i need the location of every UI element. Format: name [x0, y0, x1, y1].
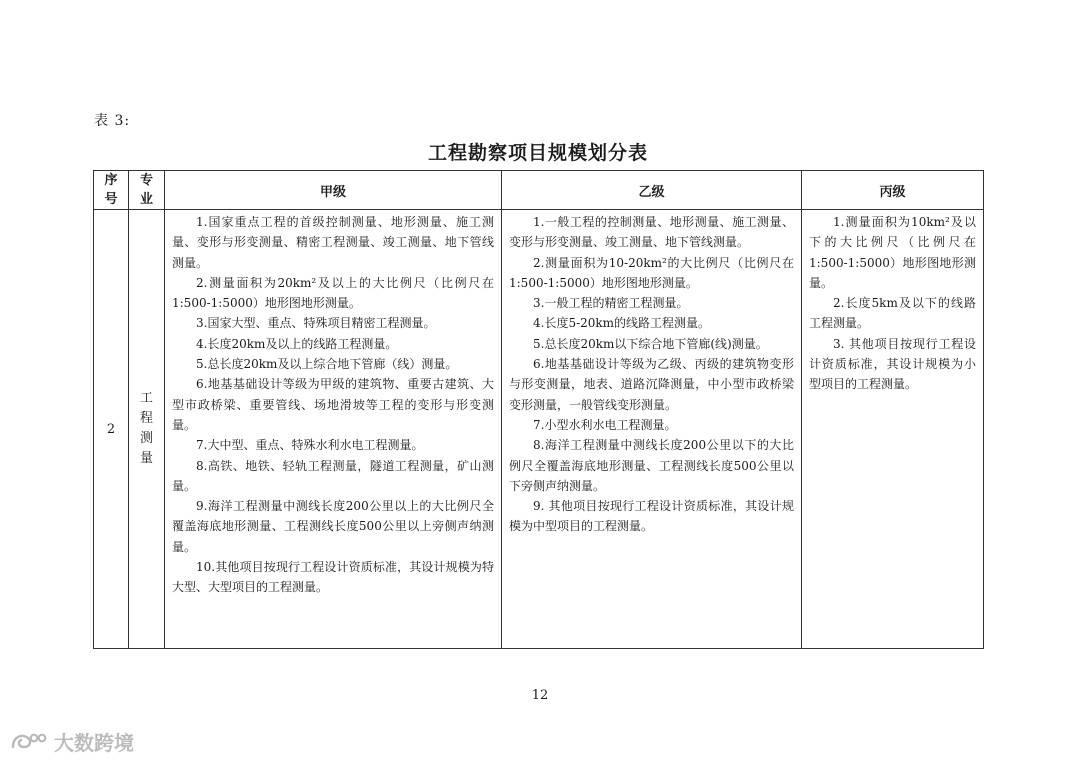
list-item: 8.海洋工程测量中测线长度200公里以下的大比例尺全覆盖海底地形测量、工程测线长度500公里以下旁侧声纳测量。 — [509, 438, 794, 493]
weibo-like-logo-icon — [10, 729, 50, 755]
page-number: 12 — [531, 688, 549, 703]
table-header-row — [94, 171, 984, 210]
grade-b-list — [509, 212, 794, 537]
header-specialty — [129, 171, 165, 210]
header-grade-a: 甲级 — [165, 171, 502, 210]
list-item: 2.测量面积为10-20km²的大比例尺（比例尺在1:500-1:5000）地形图地形测量。 — [509, 255, 794, 290]
grade-b-cell — [502, 210, 802, 649]
list-item: 7.小型水利水电工程测量。 — [533, 417, 677, 432]
list-item: 3.一般工程的精密工程测量。 — [533, 296, 689, 311]
list-item: 3.国家大型、重点、特殊项目精密工程测量。 — [196, 316, 436, 331]
table-row — [94, 210, 984, 649]
row-specialty — [129, 210, 165, 649]
list-item: 1.一般工程的控制测量、地形测量、施工测量、变形与形变测量、竣工测量、地下管线测量。 — [509, 215, 794, 250]
row-specialty-label: 工程测量 — [139, 391, 153, 466]
list-item: 6.地基基础设计等级为甲级的建筑物、重要古建筑、大型市政桥梁、重要管线、场地滑坡等工程的变形与形变测量。 — [172, 377, 494, 432]
list-item: 1.测量面积为10km²及以下的大比例尺（比例尺在1:500-1:5000）地形图地形测量。 — [809, 215, 976, 290]
header-index-label: 序号 — [104, 173, 118, 207]
list-item: 5.总长度20km及以上综合地下管廊（线）测量。 — [196, 357, 458, 372]
grade-c-cell — [802, 210, 984, 649]
list-item: 6.地基基础设计等级为乙级、丙级的建筑物变形与形变测量，地表、道路沉降测量，中小型市政桥梁变形测量，一般管线变形测量。 — [509, 357, 794, 412]
list-item: 7.大中型、重点、特殊水利水电工程测量。 — [196, 438, 424, 453]
list-item: 8.高铁、地铁、轻轨工程测量，隧道工程测量，矿山测量。 — [172, 458, 494, 493]
document-title: 工程勘察项目规模划分表 — [427, 142, 648, 164]
list-item: 1.国家重点工程的首级控制测量、地形测量、施工测量、变形与形变测量、精密工程测量、竣工测量、地下管线测量。 — [172, 215, 494, 270]
header-specialty-label: 专业 — [139, 173, 153, 207]
table-label: 表 3: — [94, 113, 131, 129]
row-index: 2 — [94, 210, 129, 649]
header-grade-b: 乙级 — [502, 171, 802, 210]
watermark — [10, 727, 134, 756]
project-scale-table — [93, 170, 984, 649]
list-item: 2.测量面积为20km²及以上的大比例尺（比例尺在1:500-1:5000）地形图地形测量。 — [172, 275, 494, 311]
header-index — [94, 171, 129, 210]
grade-c-list — [809, 212, 976, 395]
grade-a-list — [172, 212, 494, 598]
list-item: 10.其他项目按现行工程设计资质标准，其设计规模为特大型、大型项目的工程测量。 — [172, 560, 494, 595]
list-item: 4.长度20km及以上的线路工程测量。 — [196, 336, 398, 351]
grade-a-cell — [165, 210, 502, 649]
list-item: 5.总长度20km以下综合地下管廊(线)测量。 — [533, 336, 768, 351]
header-grade-c: 丙级 — [802, 171, 984, 210]
list-item: 9.海洋工程测量中测线长度200公里以上的大比例尺全覆盖海底地形测量、工程测线长度500公里以上旁侧声纳测量。 — [172, 499, 494, 554]
list-item: 4.长度5-20km的线路工程测量。 — [533, 316, 711, 331]
list-item: 9. 其他项目按现行工程设计资质标准，其设计规模为中型项目的工程测量。 — [509, 499, 794, 534]
watermark-text: 大数跨境 — [54, 731, 134, 755]
list-item: 2.长度5km及以下的线路工程测量。 — [809, 296, 976, 331]
list-item: 3. 其他项目按现行工程设计资质标准，其设计规模为小型项目的工程测量。 — [809, 336, 976, 392]
